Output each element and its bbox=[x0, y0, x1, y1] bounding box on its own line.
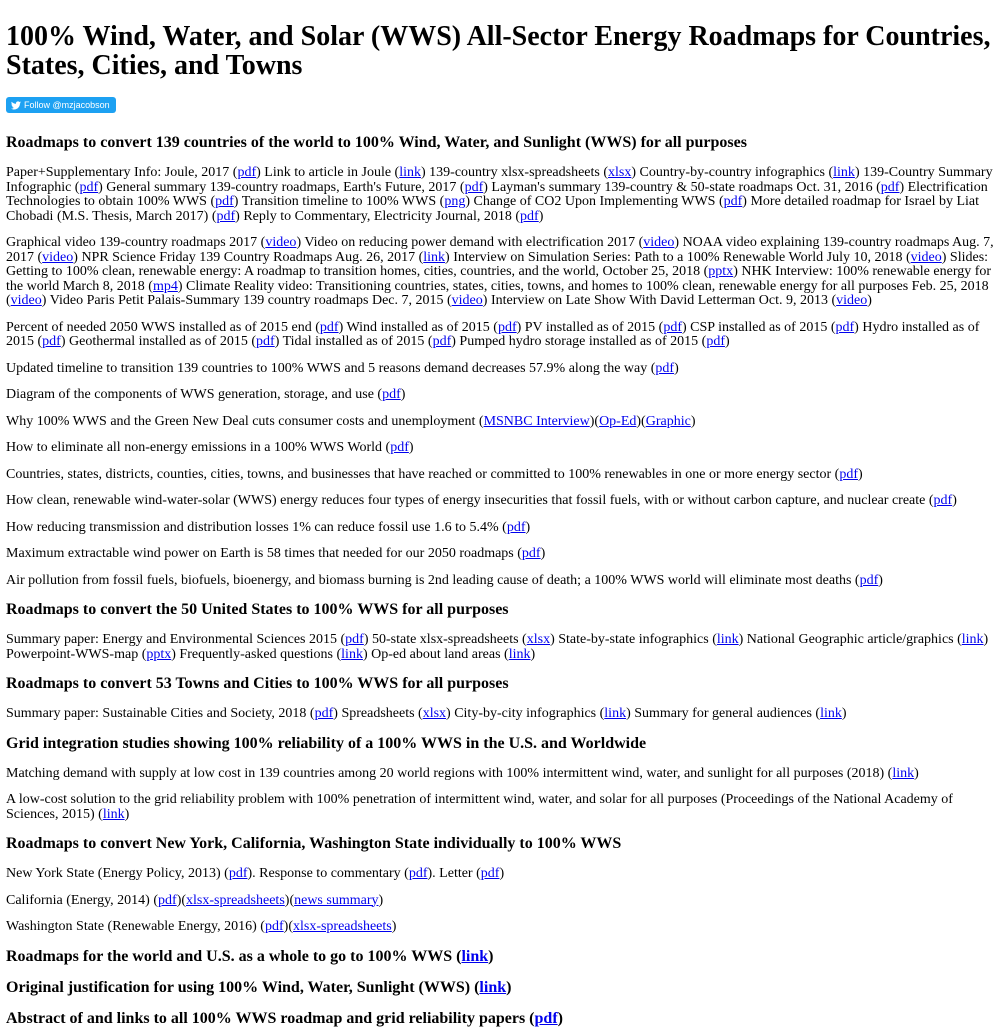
text-run: Maximum extractable wind power on Earth is 58 times that needed for our 2050 roadmaps ( bbox=[6, 546, 522, 561]
link-link[interactable]: link bbox=[479, 978, 507, 996]
graphic-link[interactable]: Graphic bbox=[645, 413, 691, 429]
section-paragraph bbox=[6, 321, 994, 350]
news-summary-link[interactable]: news summary bbox=[294, 892, 379, 908]
text-run: ) bbox=[690, 413, 696, 429]
section-heading bbox=[6, 979, 994, 997]
pdf-link[interactable]: pdf bbox=[706, 334, 725, 349]
pdf-link[interactable]: pdf bbox=[933, 493, 953, 508]
video-link[interactable]: video bbox=[910, 249, 942, 265]
pdf-link[interactable]: pdf bbox=[839, 466, 858, 482]
link-link[interactable]: link bbox=[961, 632, 984, 647]
pdf-link[interactable]: pdf bbox=[319, 319, 339, 335]
text-run: ) bbox=[878, 572, 883, 588]
section-heading: Roadmaps to convert the 50 United States to 100% WWS for all purposes bbox=[6, 601, 509, 618]
text-run: ) Link to article in Joule ( bbox=[256, 165, 400, 180]
text-run: ) bbox=[867, 293, 872, 308]
text-run: ). Response to commentary ( bbox=[247, 866, 409, 881]
text-run: ) bbox=[499, 866, 505, 881]
twitter-bird-icon bbox=[11, 101, 21, 110]
xlsx-spreadsheets-link[interactable]: xlsx-spreadsheets bbox=[186, 892, 285, 908]
text-run: ) More detailed roadmap for Israel by Liat Chobadi (M.S. Thesis, March 2017) ( bbox=[6, 194, 980, 224]
text-run: ) Frequently-asked questions ( bbox=[171, 646, 342, 662]
text-run: ) Interview on Late Show With David Letterman Oct. 9, 2013 ( bbox=[482, 293, 837, 308]
text-run: ) bbox=[506, 978, 512, 996]
pdf-link[interactable]: pdf bbox=[264, 919, 284, 934]
text-run: ) Powerpoint-WWS-map ( bbox=[6, 632, 989, 662]
text-run: ) Pumped hydro storage installed as of 2015 ( bbox=[451, 334, 707, 349]
text-run: ) bbox=[408, 440, 414, 455]
link-link[interactable]: link bbox=[833, 165, 855, 180]
video-link[interactable]: video bbox=[836, 293, 868, 308]
pdf-link[interactable]: pdf bbox=[859, 572, 879, 588]
text-run: ) Geothermal installed as of 2015 ( bbox=[60, 334, 257, 349]
text-run: ) Slides: Getting to 100% clean, renewable energy: A roadmap to transition homes, cities, countries, and the world, October 25, 2018 ( bbox=[6, 249, 989, 279]
follow-button-label: Follow @mzjacobson bbox=[24, 99, 110, 110]
text-run: Diagram of the components of WWS generation, storage, and use ( bbox=[6, 387, 383, 402]
section-paragraph bbox=[6, 494, 994, 509]
text-run: New York State (Energy Policy, 2013) ( bbox=[6, 866, 229, 881]
page-title: 100% Wind, Water, and Solar (WWS) All-Sector Energy Roadmaps for Countries, States, Cities, and Towns bbox=[6, 21, 991, 81]
text-run: ) bbox=[557, 1009, 563, 1027]
text-run: ) Reply to Commentary, Electricity Journal, 2018 ( bbox=[235, 208, 521, 224]
section-paragraph bbox=[6, 388, 994, 403]
pdf-link[interactable]: pdf bbox=[215, 194, 234, 209]
pdf-link[interactable]: pdf bbox=[497, 319, 517, 335]
section-paragraph bbox=[6, 166, 994, 224]
text-run: Abstract of and links to all 100% WWS roadmap and grid reliability papers ( bbox=[6, 1009, 535, 1027]
pdf-link[interactable]: pdf bbox=[345, 632, 364, 647]
pdf-link[interactable]: pdf bbox=[408, 866, 428, 881]
text-run: )( bbox=[176, 892, 187, 908]
pdf-link[interactable]: pdf bbox=[723, 194, 743, 209]
xlsx-spreadsheets-link[interactable]: xlsx-spreadsheets bbox=[292, 919, 392, 934]
xlsx-link[interactable]: xlsx bbox=[526, 632, 551, 647]
text-run: ) 139-Country Summary Infographic ( bbox=[6, 165, 993, 195]
section-heading: Roadmaps to convert 53 Towns and Cities to 100% WWS for all purposes bbox=[6, 675, 509, 692]
link-link[interactable]: link bbox=[820, 706, 842, 721]
text-run: ) bbox=[674, 360, 679, 376]
section-paragraph bbox=[6, 867, 994, 882]
text-run: ) PV installed as of 2015 ( bbox=[516, 319, 664, 335]
text-run: ) bbox=[391, 919, 397, 934]
text-run: Summary paper: Sustainable Cities and Society, 2018 ( bbox=[6, 706, 315, 721]
text-run: Percent of needed 2050 WWS installed as of 2015 end ( bbox=[6, 319, 320, 335]
text-run: Paper+Supplementary Info: Joule, 2017 ( bbox=[6, 165, 238, 180]
pdf-link[interactable]: pdf bbox=[390, 440, 409, 455]
pdf-link[interactable]: pdf bbox=[534, 1009, 558, 1027]
pdf-link[interactable]: pdf bbox=[880, 179, 900, 195]
text-run: ) Spreadsheets ( bbox=[333, 706, 423, 721]
text-run: A low-cost solution to the grid reliability problem with 100% penetration of intermittent wind, water, and solar for all purposes (Proceedings of the National Academy of Sciences, 2015) ( bbox=[6, 792, 953, 822]
section-paragraph bbox=[6, 920, 994, 935]
pdf-link[interactable]: pdf bbox=[382, 387, 401, 402]
text-run: ) Interview on Simulation Series: Path to a 100% Renewable World July 10, 2018 ( bbox=[445, 249, 911, 265]
text-run: Roadmaps for the world and U.S. as a whole to go to 100% WWS ( bbox=[6, 947, 462, 965]
pdf-link[interactable]: pdf bbox=[256, 334, 275, 349]
section-paragraph bbox=[6, 468, 994, 483]
pdf-link[interactable]: pdf bbox=[42, 334, 61, 349]
text-run: ) National Geographic article/graphics ( bbox=[738, 632, 962, 647]
text-run: Air pollution from fossil fuels, biofuels, bioenergy, and biomass burning is 2nd leading cause of death; a 100% WWS world will eliminate most deaths ( bbox=[6, 572, 860, 588]
text-run: ) NHK Interview: 100% renewable energy for the world March 8, 2018 ( bbox=[6, 264, 992, 294]
link-link[interactable]: link bbox=[341, 646, 363, 662]
video-link[interactable]: video bbox=[10, 293, 42, 308]
text-run: How clean, renewable wind-water-solar (WWS) energy reduces four types of energy insecurities that fossil fuels, with or without carbon capture, and nuclear create ( bbox=[6, 493, 934, 508]
text-run: )( bbox=[284, 892, 295, 908]
twitter-follow-button[interactable] bbox=[6, 97, 116, 113]
text-run: ) bbox=[540, 546, 546, 561]
section-paragraph bbox=[6, 547, 994, 562]
text-run: ) State-by-state infographics ( bbox=[550, 632, 717, 647]
msnbc-interview-link[interactable]: MSNBC Interview bbox=[483, 413, 590, 429]
xlsx-link[interactable]: xlsx bbox=[422, 706, 447, 721]
main-content bbox=[6, 134, 994, 1028]
section-heading: Grid integration studies showing 100% reliability of a 100% WWS in the U.S. and Worldwide bbox=[6, 734, 647, 752]
text-run: ) bbox=[530, 646, 536, 662]
page bbox=[0, 22, 1000, 1028]
section-paragraph bbox=[6, 707, 994, 722]
text-run: )( bbox=[589, 413, 600, 429]
section-paragraph bbox=[6, 574, 994, 589]
text-run: Updated timeline to transition 139 countries to 100% WWS and 5 reasons demand decreases 57.9% along the way ( bbox=[6, 360, 656, 376]
text-run: ) bbox=[378, 892, 384, 908]
text-run: ) Op-ed about land areas ( bbox=[362, 646, 509, 662]
pdf-link[interactable]: pdf bbox=[480, 866, 500, 881]
follow-wrap bbox=[6, 97, 994, 113]
text-run: ) Transition timeline to 100% WWS ( bbox=[233, 194, 445, 209]
text-run: ) Layman's summary 139-country & 50-state roadmaps Oct. 31, 2016 ( bbox=[483, 179, 881, 195]
mp4-link[interactable]: mp4 bbox=[152, 278, 178, 294]
pdf-link[interactable]: pdf bbox=[237, 165, 257, 180]
video-link[interactable]: video bbox=[265, 235, 297, 250]
section-heading: Roadmaps to convert 139 countries of the world to 100% Wind, Water, and Sunlight (WWS) for all purposes bbox=[6, 134, 747, 151]
text-run: ) bbox=[857, 466, 863, 482]
text-run: )( bbox=[636, 413, 646, 429]
section-heading: Roadmaps to convert New York, California, Washington State individually to 100% WWS bbox=[6, 835, 622, 852]
text-run: How to eliminate all non-energy emissions in a 100% WWS World ( bbox=[6, 440, 391, 455]
section-paragraph bbox=[6, 767, 994, 782]
link-link[interactable]: link bbox=[399, 165, 421, 180]
pdf-link[interactable]: pdf bbox=[314, 706, 334, 721]
text-run: Graphical video 139-country roadmaps 2017 ( bbox=[6, 235, 266, 250]
text-run: ) Change of CO2 Upon Implementing WWS ( bbox=[465, 194, 724, 209]
link-link[interactable]: link bbox=[604, 706, 627, 721]
pdf-link[interactable]: pdf bbox=[228, 866, 248, 881]
text-run: )( bbox=[283, 919, 293, 934]
link-link[interactable]: link bbox=[461, 947, 489, 965]
pptx-link[interactable]: pptx bbox=[146, 646, 172, 662]
text-run: ) bbox=[525, 519, 531, 535]
text-run: ) Video on reducing power demand with electrification 2017 ( bbox=[296, 235, 644, 250]
text-run: ) bbox=[488, 947, 494, 965]
text-run: ) bbox=[952, 493, 957, 508]
pdf-link[interactable]: pdf bbox=[464, 179, 484, 195]
text-run: Countries, states, districts, counties, cities, towns, and businesses that have reached or committed to 100% renewables in one or more energy sector ( bbox=[6, 466, 840, 482]
link-link[interactable]: link bbox=[423, 249, 446, 265]
pdf-link[interactable]: pdf bbox=[432, 334, 452, 349]
pdf-link[interactable]: pdf bbox=[506, 519, 526, 535]
text-run: ) City-by-city infographics ( bbox=[446, 706, 605, 721]
text-run: ). Letter ( bbox=[427, 866, 481, 881]
pdf-link[interactable]: pdf bbox=[158, 892, 177, 908]
text-run: ) Country-by-country infographics ( bbox=[631, 165, 834, 180]
text-run: ) Wind installed as of 2015 ( bbox=[338, 319, 498, 335]
pptx-link[interactable]: pptx bbox=[708, 264, 734, 279]
text-run: ) 50-state xlsx-spreadsheets ( bbox=[363, 632, 527, 647]
text-run: ) Climate Reality video: Transitioning countries, states, cities, towns, and homes to 100% clean, renewable energy for all purposes Feb. 25, 2018 ( bbox=[6, 278, 989, 308]
section-paragraph bbox=[6, 236, 994, 309]
section-paragraph bbox=[6, 415, 994, 430]
section-paragraph bbox=[6, 521, 994, 536]
op-ed-link[interactable]: Op-Ed bbox=[599, 413, 637, 429]
text-run: ) Electrification Technologies to obtain 100% WWS ( bbox=[6, 179, 988, 209]
text-run: How reducing transmission and distribution losses 1% can reduce fossil use 1.6 to 5.4% ( bbox=[6, 519, 507, 535]
section-heading bbox=[6, 1010, 994, 1028]
text-run: ) General summary 139-country roadmaps, Earth's Future, 2017 ( bbox=[98, 179, 465, 195]
link-link[interactable]: link bbox=[892, 765, 915, 781]
pdf-link[interactable]: pdf bbox=[520, 208, 539, 224]
text-run: ) bbox=[841, 706, 847, 721]
section-paragraph bbox=[6, 362, 994, 377]
link-link[interactable]: link bbox=[102, 806, 125, 822]
pdf-link[interactable]: pdf bbox=[835, 319, 855, 335]
pdf-link[interactable]: pdf bbox=[521, 546, 541, 561]
text-run: ) bbox=[538, 208, 544, 224]
text-run: ) Summary for general audiences ( bbox=[626, 706, 821, 721]
text-run: ) bbox=[724, 334, 730, 349]
text-run: ) 139-country xlsx-spreadsheets ( bbox=[421, 165, 609, 180]
text-run: Original justification for using 100% Wind, Water, Sunlight (WWS) ( bbox=[6, 978, 480, 996]
section-paragraph bbox=[6, 793, 994, 822]
text-run: ) bbox=[124, 806, 130, 822]
video-link[interactable]: video bbox=[42, 249, 74, 265]
text-run: Why 100% WWS and the Green New Deal cuts consumer costs and unemployment ( bbox=[6, 413, 484, 429]
text-run: Matching demand with supply at low cost in 139 countries among 20 world regions with 100% intermittent wind, water, and sunlight for all purposes (2018) ( bbox=[6, 765, 893, 781]
link-link[interactable]: link bbox=[508, 646, 531, 662]
section-paragraph bbox=[6, 633, 994, 662]
text-run: ) Video Paris Petit Palais-Summary 139 country roadmaps Dec. 7, 2015 ( bbox=[41, 293, 452, 308]
text-run: California (Energy, 2014) ( bbox=[6, 892, 159, 908]
pdf-link[interactable]: pdf bbox=[655, 360, 675, 376]
video-link[interactable]: video bbox=[643, 235, 675, 250]
text-run: ) Hydro installed as of 2015 ( bbox=[6, 319, 980, 349]
section-paragraph bbox=[6, 894, 994, 909]
text-run: ) NOAA video explaining 139-country roadmaps Aug. 7, 2017 ( bbox=[6, 235, 994, 265]
text-run: ) Tidal installed as of 2015 ( bbox=[274, 334, 433, 349]
text-run: ) CSP installed as of 2015 ( bbox=[682, 319, 836, 335]
pdf-link[interactable]: pdf bbox=[79, 179, 99, 195]
text-run: ) NPR Science Friday 139 Country Roadmaps Aug. 26, 2017 ( bbox=[73, 249, 424, 265]
xlsx-link[interactable]: xlsx bbox=[608, 165, 632, 180]
video-link[interactable]: video bbox=[451, 293, 483, 308]
link-link[interactable]: link bbox=[716, 632, 739, 647]
text-run: Washington State (Renewable Energy, 2016) ( bbox=[6, 919, 265, 934]
text-run: Summary paper: Energy and Environmental Sciences 2015 ( bbox=[6, 632, 346, 647]
pdf-link[interactable]: pdf bbox=[663, 319, 683, 335]
png-link[interactable]: png bbox=[444, 194, 466, 209]
text-run: ) bbox=[400, 387, 406, 402]
text-run: ) bbox=[914, 765, 919, 781]
section-heading bbox=[6, 948, 994, 966]
pdf-link[interactable]: pdf bbox=[216, 208, 236, 224]
section-paragraph bbox=[6, 441, 994, 456]
